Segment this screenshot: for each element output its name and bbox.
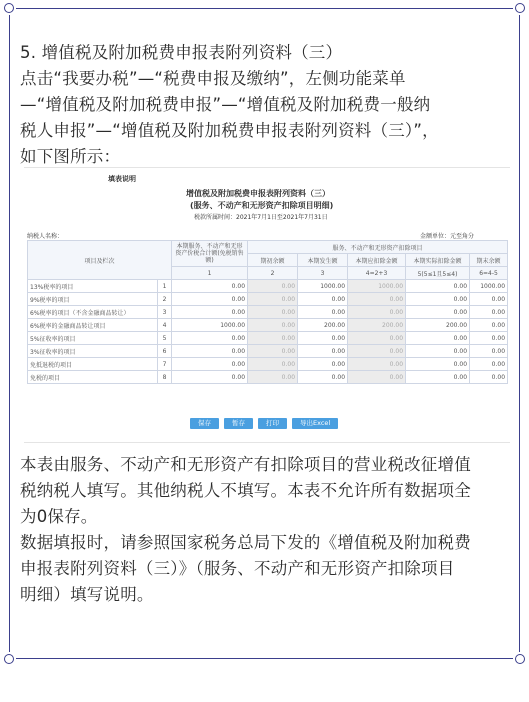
row-label: 6%税率的金融商品转让项目 xyxy=(28,319,158,332)
row-label: 13%税率的项目 xyxy=(28,280,158,293)
readonly-cell: 0.00 xyxy=(248,280,298,293)
readonly-cell: 1000.00 xyxy=(348,280,406,293)
amount-input[interactable]: 0.00 xyxy=(172,345,248,358)
amount-input[interactable]: 0.00 xyxy=(406,345,470,358)
amount-input[interactable]: 0.00 xyxy=(172,306,248,319)
readonly-cell: 0.00 xyxy=(348,358,406,371)
header-c2: 期初余额 xyxy=(248,254,298,267)
amount-input[interactable]: 0.00 xyxy=(298,293,348,306)
amount-input[interactable]: 200.00 xyxy=(298,319,348,332)
header-c6: 期末余额 xyxy=(470,254,508,267)
row-number: 6 xyxy=(158,345,172,358)
deduction-table xyxy=(27,240,508,384)
row-number: 3 xyxy=(158,306,172,319)
intro-line: —“增值税及附加税费申报”—“增值税及附加税费一般纳 xyxy=(20,95,431,114)
amount-input[interactable]: 0.00 xyxy=(172,371,248,384)
table-row xyxy=(28,371,508,384)
header-col1: 本期服务、不动产和无形资产价税合计额(免税销售额) xyxy=(172,241,248,267)
readonly-cell: 0.00 xyxy=(248,306,298,319)
tax-period: 税款所属时间：2021年7月1日至2021年7月31日 xyxy=(194,214,328,221)
table-row xyxy=(28,345,508,358)
taxpayer-label: 纳税人名称： xyxy=(27,233,64,240)
amount-input[interactable]: 0.00 xyxy=(172,358,248,371)
corner-ornament xyxy=(513,652,527,666)
amount-input[interactable]: 1000.00 xyxy=(298,280,348,293)
amount-input[interactable]: 0.00 xyxy=(298,345,348,358)
outro-line: 明细）填写说明。 xyxy=(20,585,154,604)
row-label: 5%征收率的项目 xyxy=(28,332,158,345)
outro-line: 数据填报时，请参照国家税务总局下发的《增值税及附加税费 xyxy=(20,533,471,552)
readonly-cell: 0.00 xyxy=(348,293,406,306)
readonly-cell: 0.00 xyxy=(248,358,298,371)
row-number: 8 xyxy=(158,371,172,384)
amount-input[interactable]: 0.00 xyxy=(298,371,348,384)
amount-input[interactable]: 0.00 xyxy=(470,293,508,306)
header-c4: 本期应扣除金额 xyxy=(348,254,406,267)
intro-line: 税人申报”—“增值税及附加税费申报表附列资料（三）”， xyxy=(20,121,439,140)
intro-text xyxy=(20,40,512,170)
amount-input[interactable]: 0.00 xyxy=(470,358,508,371)
readonly-cell: 0.00 xyxy=(248,371,298,384)
readonly-cell: 200.00 xyxy=(348,319,406,332)
readonly-cell: 0.00 xyxy=(348,345,406,358)
header-item: 项目及栏次 xyxy=(28,241,172,280)
outro-line: 税纳税人填写。其他纳税人不填写。本表不允许所有数据项全 xyxy=(20,481,471,500)
amount-input[interactable]: 0.00 xyxy=(172,280,248,293)
amount-input[interactable]: 1000.00 xyxy=(172,319,248,332)
amount-input[interactable]: 0.00 xyxy=(406,293,470,306)
readonly-cell: 0.00 xyxy=(348,306,406,319)
row-label: 免税的项目 xyxy=(28,371,158,384)
amount-input[interactable]: 0.00 xyxy=(406,306,470,319)
amount-input[interactable]: 0.00 xyxy=(298,306,348,319)
intro-line: 点击“我要办税”—“税费申报及缴纳”，左侧功能菜单 xyxy=(20,69,406,88)
embedded-screenshot xyxy=(24,167,510,443)
row-number: 7 xyxy=(158,358,172,371)
outro-line: 申报表附列资料（三）》（服务、不动产和无形资产扣除项目 xyxy=(20,559,455,578)
amount-input[interactable]: 0.00 xyxy=(470,306,508,319)
intro-line: 5. 增值税及附加税费申报表附列资料（三） xyxy=(20,43,343,62)
readonly-cell: 0.00 xyxy=(248,345,298,358)
export-excel-button[interactable]: 导出Excel xyxy=(292,418,338,429)
amount-input[interactable]: 0.00 xyxy=(470,319,508,332)
header-group: 服务、不动产和无形资产扣除项目 xyxy=(248,241,508,254)
table-row xyxy=(28,306,508,319)
header-n5: 5(5≤1且5≤4) xyxy=(406,267,470,280)
outro-line: 本表由服务、不动产和无形资产有扣除项目的营业税改征增值 xyxy=(20,455,471,474)
form-subtitle: (服务、不动产和无形资产扣除项目明细) xyxy=(190,201,334,210)
intro-line: 如下图所示： xyxy=(20,147,121,166)
row-label: 3%征收率的项目 xyxy=(28,345,158,358)
corner-ornament xyxy=(2,652,16,666)
readonly-cell: 0.00 xyxy=(248,319,298,332)
amount-input[interactable]: 0.00 xyxy=(470,332,508,345)
corner-ornament xyxy=(2,1,16,15)
header-n1: 1 xyxy=(172,267,248,280)
header-n2: 2 xyxy=(248,267,298,280)
amount-input[interactable]: 0.00 xyxy=(406,371,470,384)
header-c5: 本期实际扣除金额 xyxy=(406,254,470,267)
row-number: 4 xyxy=(158,319,172,332)
amount-input[interactable]: 0.00 xyxy=(406,332,470,345)
amount-input[interactable]: 0.00 xyxy=(470,371,508,384)
table-row xyxy=(28,358,508,371)
table-row xyxy=(28,293,508,306)
amount-input[interactable]: 0.00 xyxy=(172,293,248,306)
row-label: 6%税率的项目（不含金融商品转让） xyxy=(28,306,158,319)
readonly-cell: 0.00 xyxy=(248,293,298,306)
amount-input[interactable]: 200.00 xyxy=(406,319,470,332)
outro-line: 为0保存。 xyxy=(20,507,98,526)
draft-button[interactable]: 暂存 xyxy=(224,418,253,429)
amount-input[interactable]: 0.00 xyxy=(298,358,348,371)
amount-input[interactable]: 0.00 xyxy=(406,358,470,371)
form-title: 增值税及附加税费申报表附列资料（三） xyxy=(186,189,330,198)
table-row xyxy=(28,332,508,345)
fill-help-link[interactable]: 填表说明 xyxy=(108,175,136,183)
print-button[interactable]: 打印 xyxy=(258,418,287,429)
save-button[interactable]: 保存 xyxy=(190,418,219,429)
readonly-cell: 0.00 xyxy=(348,371,406,384)
corner-ornament xyxy=(513,1,527,15)
header-n3: 3 xyxy=(298,267,348,280)
amount-input[interactable]: 0.00 xyxy=(172,332,248,345)
row-label: 9%税率的项目 xyxy=(28,293,158,306)
amount-input[interactable]: 0.00 xyxy=(406,280,470,293)
row-number: 2 xyxy=(158,293,172,306)
readonly-cell: 0.00 xyxy=(248,332,298,345)
table-row xyxy=(28,280,508,293)
outro-text xyxy=(20,452,512,608)
action-bar xyxy=(190,418,338,429)
unit-label: 金额单位：元至角分 xyxy=(420,233,475,240)
header-c3: 本期发生额 xyxy=(298,254,348,267)
readonly-cell: 0.00 xyxy=(348,332,406,345)
row-number: 1 xyxy=(158,280,172,293)
amount-input[interactable]: 0.00 xyxy=(298,332,348,345)
header-n6: 6=4-5 xyxy=(470,267,508,280)
amount-input[interactable]: 1000.00 xyxy=(470,280,508,293)
table-row xyxy=(28,319,508,332)
row-number: 5 xyxy=(158,332,172,345)
row-label: 免抵退税的项目 xyxy=(28,358,158,371)
header-n4: 4=2+3 xyxy=(348,267,406,280)
amount-input[interactable]: 0.00 xyxy=(470,345,508,358)
